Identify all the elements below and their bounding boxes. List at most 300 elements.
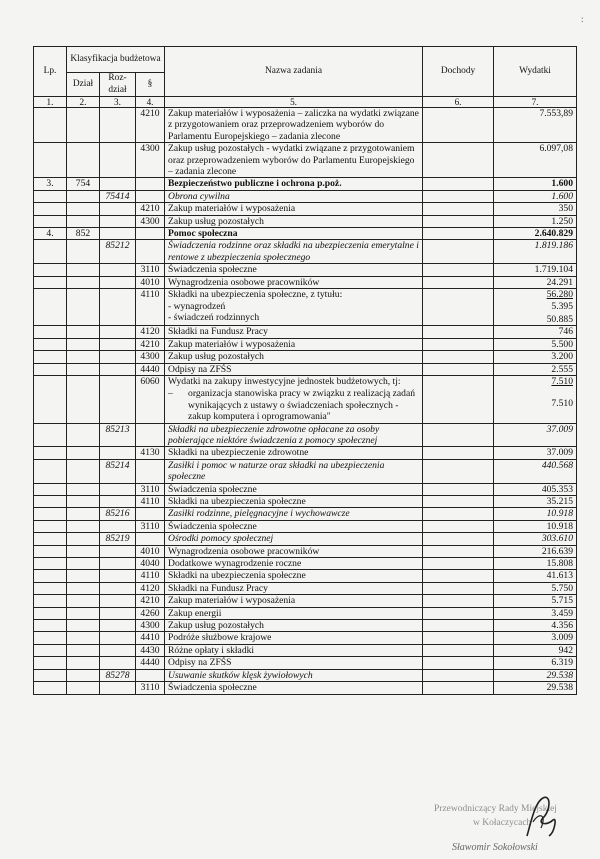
colnum: 4. (136, 97, 165, 108)
cell-nazwa: Pomoc społeczna (165, 228, 423, 240)
cell-lp (34, 326, 67, 338)
table-row (34, 228, 577, 240)
cell-dochody (423, 264, 494, 276)
header-dochody: Dochody (423, 47, 494, 97)
cell-nazwa: Zakup usług pozostałych (165, 215, 423, 227)
colnum: 5. (165, 97, 423, 108)
cell-nazwa: Bezpieczeństwo publiczne i ochrona p.poż. (165, 178, 423, 190)
cell-lp (34, 190, 67, 202)
cell-dzial (67, 264, 100, 276)
cell-dochody (423, 632, 494, 644)
cell-dochody (423, 682, 494, 694)
cell-dochody (423, 483, 494, 495)
table-row (34, 215, 577, 227)
table-row (34, 363, 577, 375)
cell-nazwa: Zakup materiałów i wyposażenia – zaliczka na wydatki związane z przygotowaniem oraz przeprowadzeniem wyborów do Parlamentu Europejskiego – zadania zlecone (165, 108, 423, 143)
cell-dochody (423, 108, 494, 143)
cell-rozdzial (100, 545, 136, 557)
cell-wydatki: 7.553,89 (494, 108, 577, 143)
table-row (34, 108, 577, 143)
cell-lp (34, 375, 67, 423)
cell-wydatki: 405.353 (494, 483, 577, 495)
cell-rozdzial (100, 264, 136, 276)
table-row (34, 143, 577, 178)
cell-rozdzial (100, 620, 136, 632)
cell-paragraf: 4260 (136, 607, 165, 619)
stamp-line: Przewodniczący Rady Miejskiej (434, 804, 557, 814)
cell-wydatki: 29.538 (494, 682, 577, 694)
cell-rozdzial (100, 276, 136, 288)
cell-paragraf: 4110 (136, 289, 165, 326)
cell-dzial (67, 644, 100, 656)
cell-paragraf (136, 459, 165, 483)
cell-paragraf: 4300 (136, 143, 165, 178)
cell-dochody (423, 351, 494, 363)
cell-lp (34, 143, 67, 178)
cell-wydatki: 3.009 (494, 632, 577, 644)
cell-dzial (67, 215, 100, 227)
cell-dochody (423, 289, 494, 326)
cell-dzial (67, 496, 100, 508)
cell-lp (34, 483, 67, 495)
cell-paragraf: 4120 (136, 582, 165, 594)
cell-nazwa: Zasiłki i pomoc w naturze oraz składki na ubezpieczenia społeczne (165, 459, 423, 483)
cell-wydatki: 5.750 (494, 582, 577, 594)
cell-dochody (423, 607, 494, 619)
table-row (34, 607, 577, 619)
cell-lp (34, 508, 67, 520)
cell-dzial (67, 508, 100, 520)
cell-dzial (67, 203, 100, 215)
cell-paragraf: 3110 (136, 520, 165, 532)
cell-dzial (67, 190, 100, 202)
table-row (34, 682, 577, 694)
cell-dzial (67, 620, 100, 632)
cell-wydatki: 1.719.104 (494, 264, 577, 276)
table-row (34, 338, 577, 350)
cell-rozdzial (100, 215, 136, 227)
wydatki-total: 7.510 (551, 375, 574, 387)
table-row (34, 459, 577, 483)
cell-paragraf: 4120 (136, 326, 165, 338)
cell-nazwa: Zakup usług pozostałych - wydatki związane z przygotowaniem oraz przeprowadzeniem wyborów do Parlamentu Europejskiego – zadania zlecone (165, 143, 423, 178)
cell-lp (34, 644, 67, 656)
cell-lp (34, 682, 67, 694)
cell-lp (34, 423, 67, 447)
table-row (34, 657, 577, 669)
cell-nazwa: Składki na ubezpieczenie zdrowotne (165, 447, 423, 459)
cell-lp (34, 607, 67, 619)
table-row (34, 326, 577, 338)
corner-mark: : (581, 14, 584, 24)
cell-dzial (67, 570, 100, 582)
cell-dzial (67, 632, 100, 644)
table-row (34, 595, 577, 607)
cell-dzial (67, 607, 100, 619)
cell-dzial (67, 276, 100, 288)
cell-wydatki: 942 (494, 644, 577, 656)
nazwa-item: organizacja stanowiska pracy w związku z realizacją zadań wynikających z ustawy o świadczeniach społecznych - zakup komputera i oprogramowania" (188, 388, 416, 423)
cell-dzial (67, 108, 100, 143)
stamp-name: Sławomir Sokołowski (452, 842, 538, 853)
colnum: 3. (100, 97, 136, 108)
cell-wydatki: 440.568 (494, 459, 577, 483)
cell-nazwa: Obrona cywilna (165, 190, 423, 202)
header-klasyfikacja: Klasyfikacja budżetowa (67, 47, 165, 73)
table-row (34, 582, 577, 594)
cell-nazwa: Odpisy na ZFŚS (165, 363, 423, 375)
wydatki-value: 5.395 (551, 300, 574, 312)
cell-rozdzial (100, 108, 136, 143)
cell-lp (34, 620, 67, 632)
cell-wydatki: 303.610 (494, 533, 577, 545)
table-row (34, 570, 577, 582)
colnum: 2. (67, 97, 100, 108)
cell-wydatki: 2.640.829 (494, 228, 577, 240)
cell-paragraf: 4110 (136, 570, 165, 582)
cell-dochody (423, 375, 494, 423)
cell-lp (34, 363, 67, 375)
cell-lp (34, 459, 67, 483)
cell-nazwa: Składki na ubezpieczenie zdrowotne opłacane za osoby pobierające niektóre świadczenia z pomocy społecznej (165, 423, 423, 447)
cell-dzial: 852 (67, 228, 100, 240)
cell-nazwa: Świadczenia rodzinne oraz składki na ubezpieczenia emerytalne i rentowe z ubezpieczenia społecznego (165, 240, 423, 264)
cell-rozdzial (100, 644, 136, 656)
cell-paragraf: 4210 (136, 338, 165, 350)
wydatki-total: 56.280 (546, 289, 574, 301)
cell-paragraf: 3110 (136, 483, 165, 495)
nazwa-item: - wynagrodzeń (168, 300, 226, 312)
cell-lp (34, 289, 67, 326)
cell-nazwa: Zakup energii (165, 607, 423, 619)
cell-wydatki: 1.600 (494, 178, 577, 190)
cell-dochody (423, 558, 494, 570)
cell-lp (34, 533, 67, 545)
cell-rozdzial: 85278 (100, 669, 136, 681)
table-row (34, 669, 577, 681)
cell-dzial (67, 289, 100, 326)
cell-nazwa: Zakup materiałów i wyposażenia (165, 338, 423, 350)
cell-dochody (423, 203, 494, 215)
cell-wydatki: 10.918 (494, 520, 577, 532)
cell-dochody (423, 508, 494, 520)
cell-lp (34, 447, 67, 459)
cell-paragraf (136, 178, 165, 190)
cell-nazwa: Składki na Fundusz Pracy (165, 326, 423, 338)
cell-dochody (423, 620, 494, 632)
cell-wydatki: 216.639 (494, 545, 577, 557)
cell-wydatki: 37.009 (494, 423, 577, 447)
table-row (34, 644, 577, 656)
cell-paragraf: 4440 (136, 363, 165, 375)
cell-paragraf (136, 228, 165, 240)
cell-lp (34, 657, 67, 669)
stamp-line: w Kołaczycach (473, 818, 532, 828)
table-row (34, 483, 577, 495)
cell-dzial (67, 582, 100, 594)
cell-dzial (67, 558, 100, 570)
cell-paragraf: 4210 (136, 108, 165, 143)
cell-lp (34, 496, 67, 508)
cell-paragraf: 4210 (136, 595, 165, 607)
cell-lp (34, 215, 67, 227)
cell-rozdzial (100, 657, 136, 669)
cell-dzial (67, 520, 100, 532)
cell-paragraf (136, 533, 165, 545)
cell-nazwa: Świadczenia społeczne (165, 520, 423, 532)
cell-dzial (67, 483, 100, 495)
cell-dochody (423, 669, 494, 681)
cell-dochody (423, 657, 494, 669)
cell-paragraf: 4040 (136, 558, 165, 570)
cell-paragraf: 4440 (136, 657, 165, 669)
cell-paragraf (136, 240, 165, 264)
cell-lp (34, 276, 67, 288)
cell-dzial: 754 (67, 178, 100, 190)
colnum: 7. (494, 97, 577, 108)
cell-paragraf: 4300 (136, 351, 165, 363)
header-rozdzial: Roz-dział (100, 73, 136, 97)
cell-wydatki (494, 289, 577, 326)
cell-lp (34, 632, 67, 644)
cell-rozdzial (100, 289, 136, 326)
cell-dzial (67, 682, 100, 694)
cell-nazwa: Usuwanie skutków klęsk żywiołowych (165, 669, 423, 681)
cell-wydatki: 35.215 (494, 496, 577, 508)
cell-dochody (423, 595, 494, 607)
cell-rozdzial (100, 595, 136, 607)
cell-rozdzial (100, 351, 136, 363)
colnum: 1. (34, 97, 67, 108)
cell-dzial (67, 143, 100, 178)
table-row (34, 423, 577, 447)
nazwa-item: - świadczeń rodzinnych (168, 311, 260, 323)
dash-bullet: – (168, 388, 173, 400)
cell-rozdzial (100, 338, 136, 350)
cell-lp (34, 240, 67, 264)
cell-dzial (67, 338, 100, 350)
cell-dochody (423, 447, 494, 459)
cell-paragraf (136, 423, 165, 447)
cell-dochody (423, 215, 494, 227)
cell-dzial (67, 459, 100, 483)
cell-lp (34, 520, 67, 532)
cell-lp: 4. (34, 228, 67, 240)
cell-rozdzial (100, 607, 136, 619)
table-row (34, 558, 577, 570)
cell-lp (34, 545, 67, 557)
cell-paragraf: 3110 (136, 682, 165, 694)
table-row (34, 520, 577, 532)
cell-rozdzial: 75414 (100, 190, 136, 202)
table-row (34, 203, 577, 215)
cell-rozdzial (100, 682, 136, 694)
cell-lp (34, 570, 67, 582)
cell-nazwa: Różne opłaty i składki (165, 644, 423, 656)
cell-dzial (67, 363, 100, 375)
cell-dzial (67, 351, 100, 363)
cell-paragraf (136, 190, 165, 202)
cell-rozdzial (100, 326, 136, 338)
cell-lp (34, 669, 67, 681)
cell-dochody (423, 423, 494, 447)
cell-dochody (423, 533, 494, 545)
cell-paragraf: 4430 (136, 644, 165, 656)
cell-nazwa: Zakup usług pozostałych (165, 351, 423, 363)
nazwa-list-item (168, 388, 419, 422)
table-row (34, 289, 577, 326)
cell-rozdzial (100, 375, 136, 423)
cell-dzial (67, 669, 100, 681)
cell-nazwa: Dodatkowe wynagrodzenie roczne (165, 558, 423, 570)
cell-rozdzial: 85219 (100, 533, 136, 545)
cell-nazwa: Wynagrodzenia osobowe pracowników (165, 276, 423, 288)
cell-wydatki (494, 375, 577, 423)
header-nazwa: Nazwa zadania (165, 47, 423, 97)
table-row (34, 508, 577, 520)
cell-rozdzial (100, 483, 136, 495)
cell-nazwa: Świadczenia społeczne (165, 264, 423, 276)
cell-nazwa: Składki na Fundusz Pracy (165, 582, 423, 594)
cell-nazwa: Składki na ubezpieczenia społeczne (165, 496, 423, 508)
header-paragraf: § (136, 73, 165, 97)
wydatki-value: 7.510 (551, 398, 574, 410)
cell-nazwa: Zakup materiałów i wyposażenia (165, 203, 423, 215)
table-row (34, 447, 577, 459)
cell-dochody (423, 644, 494, 656)
cell-rozdzial: 85213 (100, 423, 136, 447)
cell-nazwa: Ośrodki pomocy społecznej (165, 533, 423, 545)
cell-nazwa: Odpisy na ZFŚS (165, 657, 423, 669)
cell-wydatki: 24.291 (494, 276, 577, 288)
cell-lp: 3. (34, 178, 67, 190)
nazwa-title: Wydatki na zakupy inwestycyjne jednostek budżetowych, tj: (168, 375, 401, 387)
cell-dzial (67, 326, 100, 338)
column-number-row (34, 97, 577, 108)
cell-dochody (423, 459, 494, 483)
cell-wydatki: 5.715 (494, 595, 577, 607)
cell-dochody (423, 228, 494, 240)
cell-paragraf: 4010 (136, 276, 165, 288)
cell-dochody (423, 520, 494, 532)
cell-wydatki: 1.250 (494, 215, 577, 227)
nazwa-title: Składki na ubezpieczenia społeczne, z tytułu: (168, 289, 343, 301)
table-row (34, 496, 577, 508)
cell-rozdzial (100, 558, 136, 570)
cell-dochody (423, 582, 494, 594)
cell-wydatki: 41.613 (494, 570, 577, 582)
cell-dzial (67, 533, 100, 545)
cell-rozdzial (100, 496, 136, 508)
signature-icon (521, 792, 561, 842)
cell-dochody (423, 545, 494, 557)
cell-wydatki: 10.918 (494, 508, 577, 520)
cell-paragraf: 4300 (136, 620, 165, 632)
cell-wydatki: 1.819.186 (494, 240, 577, 264)
cell-wydatki: 3.200 (494, 351, 577, 363)
header-dzial: Dział (67, 73, 100, 97)
cell-dzial (67, 375, 100, 423)
cell-lp (34, 351, 67, 363)
cell-nazwa: Podróże służbowe krajowe (165, 632, 423, 644)
cell-paragraf (136, 508, 165, 520)
cell-paragraf (136, 669, 165, 681)
cell-nazwa: Świadczenia społeczne (165, 483, 423, 495)
table-row (34, 240, 577, 264)
wydatki-value: 50.885 (546, 313, 574, 325)
cell-lp (34, 108, 67, 143)
cell-dzial (67, 657, 100, 669)
cell-wydatki: 29.538 (494, 669, 577, 681)
cell-dzial (67, 240, 100, 264)
cell-paragraf: 3110 (136, 264, 165, 276)
cell-paragraf: 4210 (136, 203, 165, 215)
table-row (34, 178, 577, 190)
cell-wydatki: 350 (494, 203, 577, 215)
cell-dochody (423, 178, 494, 190)
cell-wydatki: 1.600 (494, 190, 577, 202)
cell-lp (34, 582, 67, 594)
cell-wydatki: 6.097,08 (494, 143, 577, 178)
header-lp: Lp. (34, 47, 67, 97)
table-row (34, 375, 577, 423)
table-row (34, 264, 577, 276)
table-row (34, 620, 577, 632)
cell-lp (34, 338, 67, 350)
table-row (34, 276, 577, 288)
colnum: 6. (423, 97, 494, 108)
cell-nazwa: Wynagrodzenia osobowe pracowników (165, 545, 423, 557)
cell-rozdzial (100, 570, 136, 582)
budget-table (33, 46, 577, 695)
cell-nazwa: Zakup usług pozostałych (165, 620, 423, 632)
cell-wydatki: 5.500 (494, 338, 577, 350)
cell-nazwa (165, 289, 423, 326)
cell-rozdzial: 85214 (100, 459, 136, 483)
cell-rozdzial (100, 178, 136, 190)
cell-nazwa: Składki na ubezpieczenia społeczne (165, 570, 423, 582)
cell-rozdzial (100, 203, 136, 215)
cell-rozdzial: 85216 (100, 508, 136, 520)
table-row (34, 190, 577, 202)
cell-lp (34, 203, 67, 215)
cell-wydatki: 3.459 (494, 607, 577, 619)
cell-paragraf: 6060 (136, 375, 165, 423)
cell-nazwa: Świadczenia społeczne (165, 682, 423, 694)
cell-dochody (423, 143, 494, 178)
cell-dzial (67, 447, 100, 459)
cell-lp (34, 595, 67, 607)
cell-wydatki: 746 (494, 326, 577, 338)
table-row (34, 533, 577, 545)
cell-paragraf: 4110 (136, 496, 165, 508)
cell-nazwa (165, 375, 423, 423)
cell-rozdzial (100, 228, 136, 240)
cell-lp (34, 558, 67, 570)
cell-dochody (423, 338, 494, 350)
cell-rozdzial (100, 520, 136, 532)
cell-rozdzial (100, 632, 136, 644)
header-wydatki: Wydatki (494, 47, 577, 97)
table-row (34, 632, 577, 644)
cell-dochody (423, 496, 494, 508)
cell-paragraf: 4300 (136, 215, 165, 227)
cell-rozdzial (100, 582, 136, 594)
cell-rozdzial (100, 447, 136, 459)
table-row (34, 351, 577, 363)
cell-rozdzial: 85212 (100, 240, 136, 264)
cell-wydatki: 15.808 (494, 558, 577, 570)
